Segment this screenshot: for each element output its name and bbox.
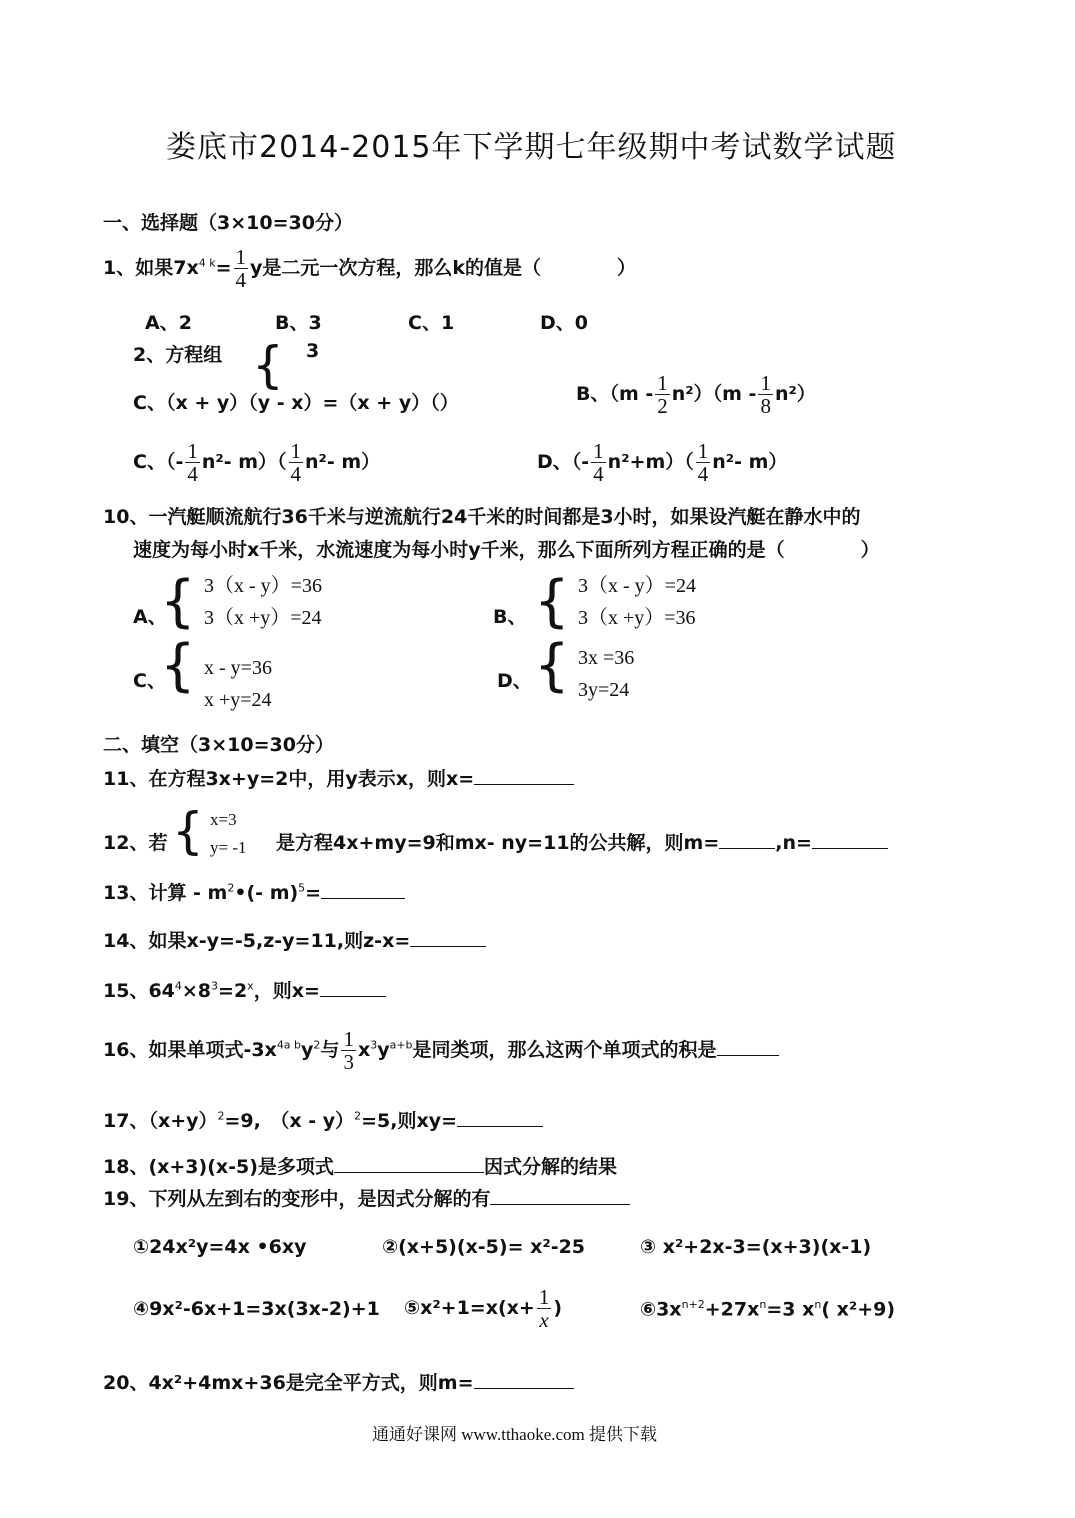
q2-value: 3 [306, 340, 320, 362]
q1-equals: = [215, 257, 232, 279]
q15-prefix: 15、64 [103, 980, 175, 1002]
q2b-prefix: B、（m - [576, 383, 654, 405]
q15-middle: ×8 [181, 980, 212, 1002]
q10-option-d-label: D、 [497, 670, 532, 692]
question-2-label: 2、方程组 [133, 344, 223, 366]
q1-numerator: 1 [235, 245, 246, 269]
q12-prefix: 12、若 [103, 832, 168, 854]
q1-exponent: 4 k [198, 256, 216, 270]
q10-option-a-label: A、 [133, 606, 167, 628]
q19-item-2: ②(x+5)(x-5)= x²-25 [382, 1236, 586, 1258]
question-10-line1: 10、一汽艇顺流航行36千米与逆流航行24千米的时间都是3小时，如果设汽艇在静水中的 [103, 506, 861, 528]
q2d-num-1: 1 [593, 439, 604, 463]
q2-option-c2 [133, 440, 380, 485]
q2c2-middle: n²- m）（ [201, 451, 287, 473]
q2b-den-2: 8 [760, 394, 771, 418]
q12-n-blank[interactable] [812, 830, 888, 849]
q2c2-fraction-1 [185, 440, 200, 485]
q2d-num-2: 1 [697, 439, 709, 463]
q10-c-brace: { [160, 633, 196, 698]
q10-b-system [578, 570, 696, 634]
q17-exp-2: 2 [354, 1109, 362, 1123]
q19-item6-a: ⑥3x [640, 1298, 682, 1321]
q13-exp-1: 2 [227, 881, 235, 895]
q19-item-3: ③ x²+2x-3=(x+3)(x-1) [640, 1236, 872, 1258]
q1-denominator: 4 [235, 268, 246, 292]
q2b-fraction-1 [655, 372, 670, 417]
question-1 [103, 246, 636, 291]
q12-system [210, 806, 247, 862]
q2c2-num-1: 1 [187, 439, 198, 463]
q10-d-eq2: 3y=24 [578, 679, 630, 701]
q10-option-c-label: C、 [133, 670, 166, 692]
q10-option-b-label: B、 [493, 606, 527, 628]
q19-item5-prefix: ⑤x²+1=x(x+ [404, 1297, 535, 1319]
q1-text: y是二元一次方程，那么k的值是（ ） [250, 257, 637, 279]
q15-exp-1: 4 [174, 979, 182, 993]
question-18 [103, 1152, 617, 1179]
section-heading-fill: 二、填空（3×10=30分） [103, 734, 334, 756]
section-heading-choice: 一、选择题（3×10=30分） [103, 212, 353, 234]
q2c2-den-1: 4 [187, 462, 198, 486]
q15-text: ，则x= [253, 980, 320, 1002]
q20-text: 20、4x²+4mx+36是完全平方式，则m= [103, 1372, 474, 1394]
q10-a-brace: { [160, 569, 196, 634]
page-title: 娄底市2014-2015年下学期七年级期中考试数学试题 [166, 130, 897, 165]
q13-answer-blank[interactable] [321, 880, 405, 899]
q19-answer-blank[interactable] [490, 1186, 630, 1205]
question-10-line2: 速度为每小时x千米，水流速度为每小时y千米，那么下面所列方程正确的是（ ） [133, 539, 880, 561]
q12-eq1: x=3 [210, 810, 237, 829]
q15-answer-blank[interactable] [320, 978, 386, 997]
q10-a-system [204, 570, 322, 634]
q2-option-b [576, 372, 816, 417]
q18-answer-blank[interactable] [334, 1154, 484, 1173]
q16-exp-2: 2 [313, 1038, 321, 1052]
q2-option-c: C、（x + y）（y - x）=（x + y）（） [133, 392, 459, 414]
q2d-prefix: D、（- [537, 451, 590, 473]
question-15 [103, 976, 386, 1003]
q19-item5-num: 1 [538, 1285, 550, 1309]
q1-fraction [234, 246, 249, 291]
q10-c-eq2: x +y=24 [204, 689, 272, 711]
q11-text: 11、在方程3x+y=2中，用y表示x，则x= [103, 768, 475, 790]
q10-a-eq2: 3（x +y）=24 [204, 607, 322, 629]
q10-a-eq1: 3（x - y）=36 [204, 575, 322, 597]
q19-item5-den: x [539, 1308, 549, 1332]
q1-prefix: 1、如果7x [103, 257, 199, 279]
q2-brace: { [252, 336, 284, 394]
q2c2-suffix: n²- m） [305, 451, 381, 473]
q10-b-eq1: 3（x - y）=24 [578, 575, 696, 597]
q12-n-label: ,n= [775, 832, 812, 854]
q16-exp-1: 4a b [276, 1038, 302, 1052]
q2d-fraction-2 [696, 440, 711, 485]
q13-prefix: 13、计算 - m [103, 882, 228, 904]
q16-exp-4: a+b [389, 1038, 413, 1052]
q2c2-num-2: 1 [290, 439, 301, 463]
q19-item5-suffix: ) [553, 1297, 563, 1319]
question-20 [103, 1368, 574, 1395]
q19-item6-exp-1: n+2 [681, 1298, 705, 1311]
q17-text: =5,则xy= [361, 1110, 458, 1132]
q2-option-d [537, 440, 787, 485]
page-footer: 通通好课网 www.tthaoke.com 提供下载 [372, 1425, 658, 1444]
q10-b-brace: { [534, 569, 570, 634]
q13-equals: = [305, 882, 322, 904]
question-19 [103, 1184, 630, 1211]
q14-text: 14、如果x-y=-5,z-y=11,则z-x= [103, 930, 411, 952]
q19-item-4: ④9x²-6x+1=3x(3x-2)+1 [133, 1298, 380, 1320]
q1-option-a: A、2 [145, 312, 192, 334]
q1-option-b: B、3 [275, 312, 322, 334]
q18-prefix: 18、(x+3)(x-5)是多项式 [103, 1156, 334, 1178]
question-16 [103, 1028, 779, 1073]
q1-option-c: C、1 [408, 312, 455, 334]
q16-text: 是同类项，那么这两个单项式的积是 [412, 1039, 717, 1061]
q17-middle: =9, （x - y） [224, 1110, 355, 1132]
q15-exp-3: x [247, 979, 254, 993]
q15-middle-2: =2 [218, 980, 248, 1002]
q16-x: x [357, 1039, 371, 1061]
q10-d-eq1: 3x =36 [578, 647, 635, 669]
question-17 [103, 1106, 543, 1133]
q19-item-1: ①24x²y=4x •6xy [133, 1236, 307, 1258]
q2b-middle: n²）（m - [671, 383, 757, 405]
q15-exp-2: 3 [211, 979, 219, 993]
q19-item6-b: +27x [704, 1298, 760, 1321]
q19-item6-exp-3: n [814, 1298, 822, 1311]
q18-suffix: 因式分解的结果 [483, 1156, 617, 1178]
q2b-suffix: n²） [774, 383, 816, 405]
q2c2-prefix: C、（- [133, 451, 184, 473]
q2d-den-1: 4 [593, 462, 604, 486]
q19-item-6 [640, 1298, 895, 1320]
q12-brace: { [172, 802, 204, 860]
q10-b-eq2: 3（x +y）=36 [578, 607, 696, 629]
q17-prefix: 17、（x+y） [103, 1110, 218, 1132]
q2d-fraction-1 [591, 440, 606, 485]
q16-y: y [301, 1039, 314, 1061]
q16-and: 与 [320, 1039, 340, 1061]
q16-denominator: 3 [343, 1050, 354, 1074]
q16-numerator: 1 [343, 1027, 354, 1051]
q16-fraction [341, 1028, 356, 1073]
q17-exp-1: 2 [217, 1109, 225, 1123]
question-11 [103, 764, 574, 791]
q1-option-d: D、0 [540, 312, 588, 334]
q12-m-blank[interactable] [719, 830, 775, 849]
q16-exp-3: 3 [370, 1038, 378, 1052]
q13-exp-2: 5 [298, 881, 306, 895]
q2c2-fraction-2 [289, 440, 304, 485]
q19-item6-c: =3 x [766, 1298, 815, 1321]
q14-answer-blank[interactable] [410, 928, 486, 947]
q2c2-den-2: 4 [290, 462, 301, 486]
q10-c-system [204, 652, 272, 716]
q2d-suffix: n²- m） [712, 451, 788, 473]
q11-answer-blank[interactable] [474, 766, 574, 785]
q2b-num-2: 1 [760, 371, 771, 395]
q19-item6-exp-2: n [759, 1298, 767, 1311]
q19-item6-d: ( x²+9) [821, 1298, 896, 1321]
q2d-middle: n²+m）（ [607, 451, 694, 473]
q16-y2: y [377, 1039, 390, 1061]
q2d-den-2: 4 [697, 462, 709, 486]
q19-text: 19、下列从左到右的变形中，是因式分解的有 [103, 1188, 491, 1210]
q19-item-5 [404, 1286, 562, 1331]
q2b-fraction-2 [758, 372, 773, 417]
q12-text: 是方程4x+my=9和mx- ny=11的公共解，则m= [276, 832, 720, 854]
q2b-num-1: 1 [657, 371, 668, 395]
question-14 [103, 926, 486, 953]
q10-d-brace: { [534, 633, 570, 698]
q16-prefix: 16、如果单项式-3x [103, 1039, 277, 1061]
q12-eq2: y= -1 [210, 838, 247, 857]
q13-middle: •(- m) [234, 882, 299, 904]
q16-answer-blank[interactable] [717, 1037, 779, 1056]
question-13 [103, 878, 405, 905]
q10-d-system [578, 642, 634, 706]
question-12 [276, 828, 888, 855]
q10-c-eq1: x - y=36 [204, 657, 272, 679]
q20-answer-blank[interactable] [474, 1370, 574, 1389]
q2b-den-1: 2 [657, 394, 668, 418]
q19-item5-fraction [537, 1286, 552, 1331]
q17-answer-blank[interactable] [457, 1108, 543, 1127]
